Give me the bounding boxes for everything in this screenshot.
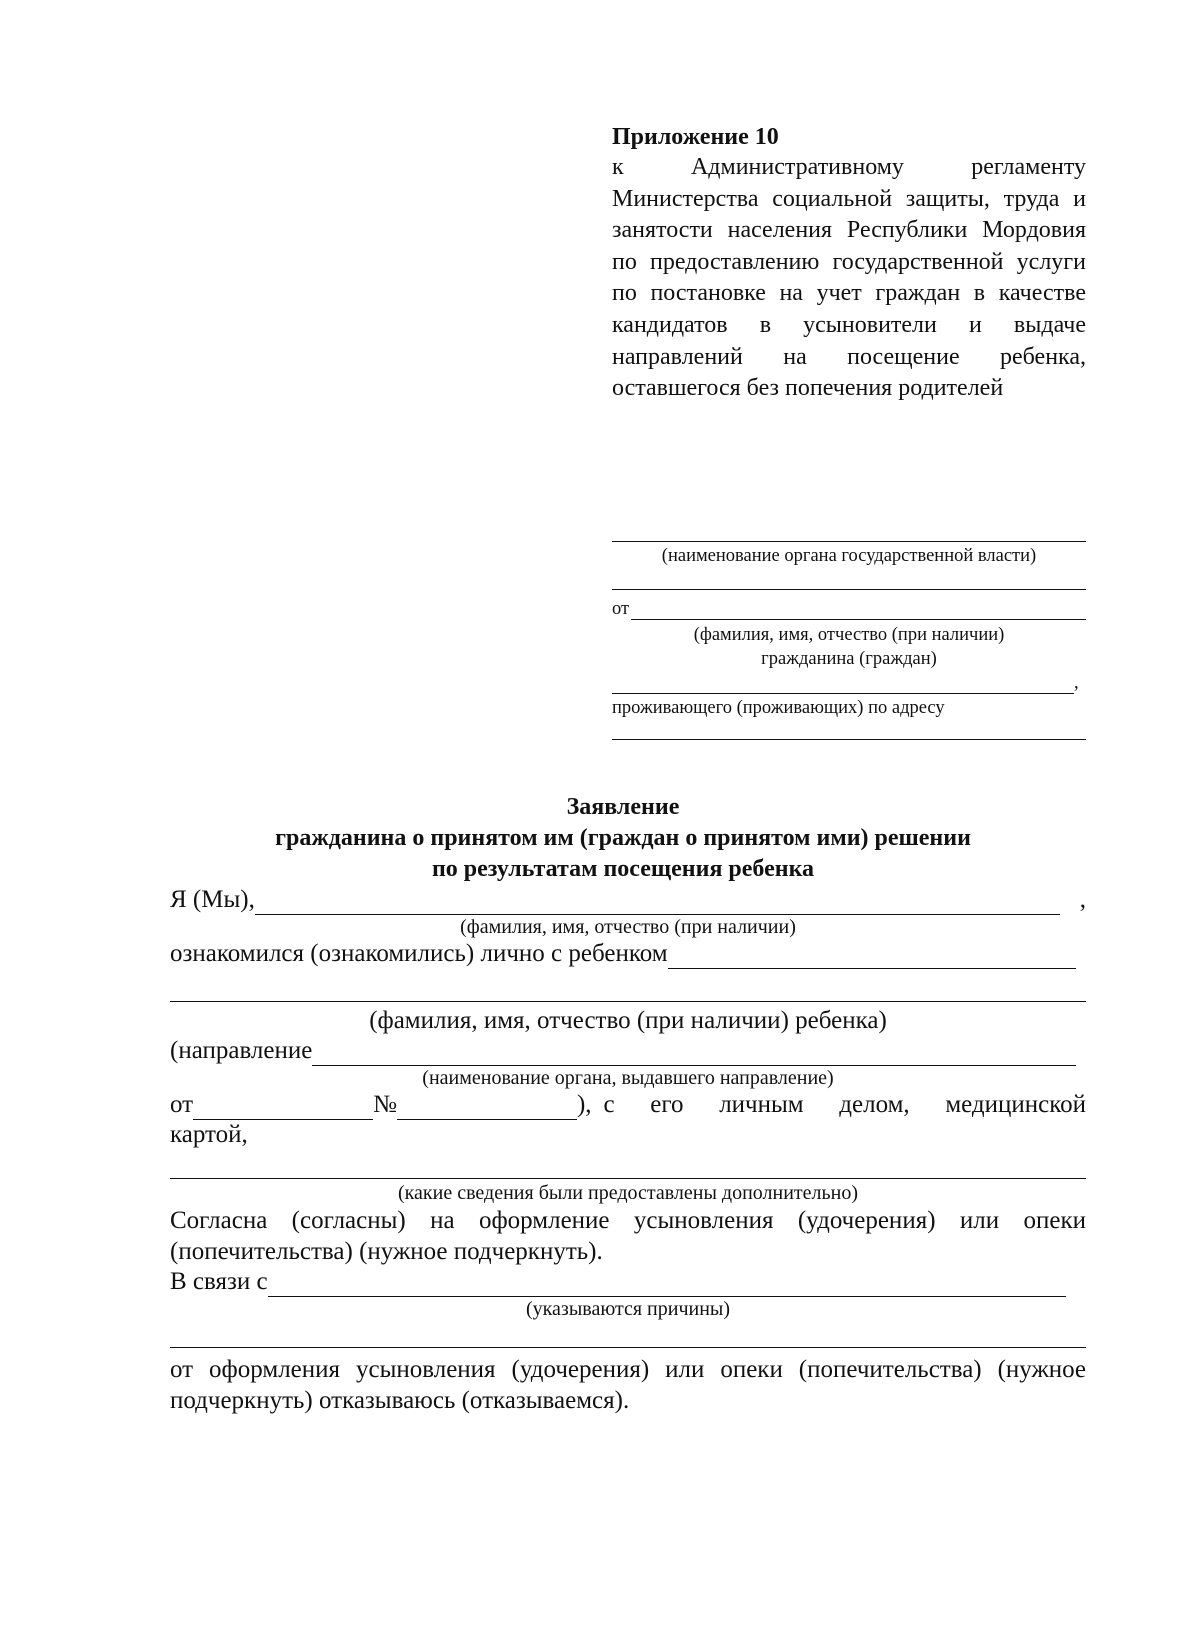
date-from-label: от <box>170 1091 194 1118</box>
reason-label: В связи с <box>170 1268 268 1295</box>
reason-blank-rule <box>170 1347 1086 1348</box>
from-line <box>612 598 1086 671</box>
file-text: с его личным делом, медицинской <box>603 1091 1086 1118</box>
date-number-line <box>170 1090 1086 1120</box>
reason-line <box>170 1267 1086 1297</box>
citizen-name-caption-2: гражданина (граждан) <box>761 649 937 669</box>
child-fill <box>668 948 1076 969</box>
refuse-text: от оформления усыновления (удочерения) или опеки (попечительства) (нужное подчеркнуть) отказываюсь (отказываемся). <box>170 1356 1086 1414</box>
statement-subtitle-2: по результатам посещения ребенка <box>431 856 815 882</box>
number-fill <box>397 1099 577 1120</box>
acquainted-label: ознакомился (ознакомились) лично с ребенком <box>170 940 668 967</box>
from-fill <box>631 604 1086 620</box>
address-blank-rule <box>612 739 1086 740</box>
consent-text: Согласна (согласны) на оформление усыновления (удочерения) или опеки (попечительства) (нужное подчеркнуть). <box>170 1207 1086 1265</box>
date-fill <box>193 1099 373 1120</box>
card-line <box>170 1120 1086 1150</box>
appendix-block <box>612 122 1086 405</box>
card-text: картой, <box>170 1121 248 1148</box>
address-blank-line <box>612 739 1086 740</box>
appendix-body: к Административному регламенту Министерства социальной защиты, труда и занятости населения Республики Мордовия по предоставлению государственной услуги по постановке на учет граждан в качестве кандидатов в усыновители и выдаче направлений на посещение ребенка, оставшегося без попечения родителей <box>612 154 1086 402</box>
child-name-caption: (фамилия, имя, отчество (при наличии) ребенка) <box>369 1007 887 1034</box>
appendix-title: Приложение 10 <box>612 124 779 150</box>
applicant-line <box>170 885 1086 915</box>
authority-line <box>612 541 1086 568</box>
blank-line-1 <box>612 589 1086 590</box>
address-comma: , <box>1074 673 1079 693</box>
reason-fill <box>268 1276 1066 1297</box>
reason-caption: (указываются причины) <box>525 1298 731 1320</box>
authority-caption: (наименование органа государственной власти) <box>661 546 1037 566</box>
child-blank-rule <box>170 1001 1086 1002</box>
statement-title: Заявление <box>566 794 680 820</box>
citizen-name-caption-1: (фамилия, имя, отчество (при наличии) <box>693 625 1005 645</box>
we-comma: , <box>1079 886 1086 913</box>
extra-info-rule <box>170 1178 1086 1179</box>
statement-subtitle-1: гражданина о принятом им (граждан о принятом ими) решении <box>275 825 971 851</box>
direction-caption: (наименование органа, выдавшего направление) <box>422 1067 834 1089</box>
extra-info-caption: (какие сведения были предоставлены дополнительно) <box>397 1182 858 1204</box>
we-label: Я (Мы), <box>170 886 255 913</box>
from-label: от <box>612 599 630 619</box>
number-label: № <box>373 1091 397 1118</box>
statement-body <box>170 885 1086 1416</box>
applicant-name-caption: (фамилия, имя, отчество (при наличии) <box>460 916 796 938</box>
applicant-fill <box>255 894 1060 915</box>
direction-fill <box>312 1045 1076 1066</box>
close-paren: ), <box>576 1091 592 1118</box>
direction-line <box>170 1036 1086 1066</box>
blank-rule <box>612 589 1086 590</box>
address-fill <box>612 678 1074 694</box>
acquainted-line <box>170 939 1086 969</box>
direction-label: (направление <box>170 1037 313 1064</box>
authority-rule <box>612 541 1086 542</box>
address-line <box>612 672 1086 720</box>
address-caption: проживающего (проживающих) по адресу <box>612 698 945 718</box>
